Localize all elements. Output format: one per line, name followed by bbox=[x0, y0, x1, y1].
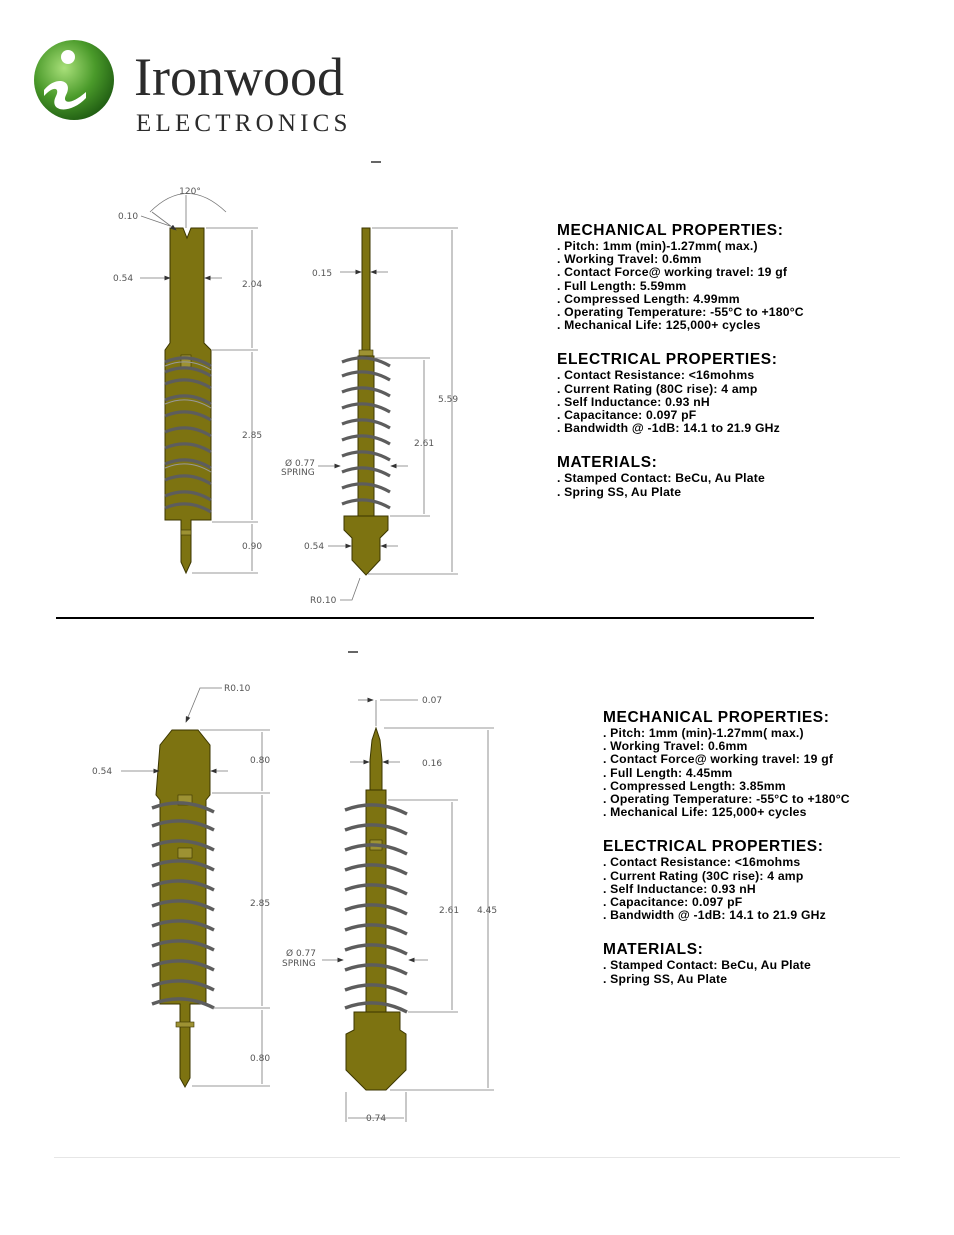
section2-mechanical bbox=[603, 709, 850, 819]
a1-angle-label: 120° bbox=[179, 187, 201, 197]
list-item: . Pitch: 1mm (min)-1.27mm( max.) bbox=[557, 239, 758, 253]
a1-tail-len-label: 0.90 bbox=[242, 542, 263, 552]
list-item: . Spring SS, Au Plate bbox=[603, 971, 728, 986]
section2-electrical bbox=[603, 838, 850, 922]
section1-electrical-title: ELECTRICAL PROPERTIES: bbox=[557, 351, 778, 369]
brand-subtitle: ELECTRONICS bbox=[136, 110, 352, 137]
list-item: . Mechanical Life: 125,000+ cycles bbox=[557, 318, 761, 333]
section2-materials bbox=[603, 941, 850, 985]
a2-spring-dia-label: Ø 0.77 bbox=[285, 459, 315, 469]
section2-properties bbox=[603, 709, 850, 1005]
section1-mechanical-title: MECHANICAL PROPERTIES: bbox=[557, 222, 784, 239]
a2-inner-len-label: 2.61 bbox=[414, 439, 435, 449]
list-item: . Contact Resistance: <16mohms bbox=[603, 855, 801, 870]
a1-upper-len-label: 2.04 bbox=[242, 280, 263, 290]
brand-name: Ironwood bbox=[134, 47, 344, 107]
list-item: . Self Inductance: 0.93 nH bbox=[603, 881, 756, 896]
list-item: . Self Inductance: 0.93 nH bbox=[557, 394, 710, 409]
a2-radius-label: R0.10 bbox=[310, 596, 337, 606]
section2-mechanical-title: MECHANICAL PROPERTIES: bbox=[603, 709, 830, 726]
list-item: . Full Length: 5.59mm bbox=[557, 278, 687, 293]
contact-a1 bbox=[165, 228, 211, 573]
b2-full-len-label: 4.45 bbox=[477, 906, 498, 916]
list-item: . Operating Temperature: -55°C to +180°C bbox=[557, 305, 804, 320]
a2-spring-label: SPRING bbox=[281, 468, 315, 478]
a1-width-label: 0.54 bbox=[113, 274, 134, 284]
list-item: . Contact Resistance: <16mohms bbox=[557, 368, 755, 383]
a2-full-len-label: 5.59 bbox=[438, 395, 459, 405]
b1-bottom-len-label: 0.80 bbox=[250, 1054, 271, 1064]
contact-b2 bbox=[345, 728, 407, 1090]
a2-base-width-label: 0.54 bbox=[304, 542, 325, 552]
section1-materials bbox=[557, 454, 804, 498]
list-item: . Working Travel: 0.6mm bbox=[603, 739, 748, 754]
contact-a2 bbox=[342, 228, 390, 575]
section1-electrical bbox=[557, 351, 804, 435]
b2-spring-label: SPRING bbox=[282, 959, 316, 969]
b2-spring-dia-label: Ø 0.77 bbox=[286, 949, 316, 959]
list-item: . Contact Force@ working travel: 19 gf bbox=[603, 752, 834, 767]
b1-width-label: 0.54 bbox=[92, 767, 113, 777]
list-item: . Bandwidth @ -1dB: 14.1 to 21.9 GHz bbox=[603, 908, 826, 923]
list-item: . Mechanical Life: 125,000+ cycles bbox=[603, 805, 807, 820]
footer-rule bbox=[54, 1157, 900, 1158]
section1-properties bbox=[557, 222, 804, 518]
list-item: . Stamped Contact: BeCu, Au Plate bbox=[603, 958, 811, 973]
list-item: . Working Travel: 0.6mm bbox=[557, 252, 702, 267]
list-item: . Pitch: 1mm (min)-1.27mm( max.) bbox=[603, 726, 804, 740]
b2-inner-len-label: 2.61 bbox=[439, 906, 460, 916]
section1-materials-title: MATERIALS: bbox=[557, 454, 658, 472]
list-item: . Compressed Length: 4.99mm bbox=[557, 291, 740, 306]
contact-b1 bbox=[152, 730, 214, 1087]
list-item: . Compressed Length: 3.85mm bbox=[603, 778, 786, 793]
list-item: . Full Length: 4.45mm bbox=[603, 765, 733, 780]
section-divider bbox=[56, 617, 814, 619]
list-item: . Current Rating (30C rise): 4 amp bbox=[603, 868, 804, 883]
section1-mechanical bbox=[557, 222, 804, 332]
list-item: . Contact Force@ working travel: 19 gf bbox=[557, 265, 788, 280]
b2-base-width-label: 0.74 bbox=[366, 1114, 387, 1124]
list-item: . Operating Temperature: -55°C to +180°C bbox=[603, 792, 850, 807]
section2-materials-title: MATERIALS: bbox=[603, 941, 704, 959]
a1-body-len-label: 2.85 bbox=[242, 431, 263, 441]
b2-tip-label: 0.07 bbox=[422, 696, 443, 706]
section2-electrical-title: ELECTRICAL PROPERTIES: bbox=[603, 838, 824, 856]
b1-top-len-label: 0.80 bbox=[250, 756, 271, 766]
list-item: . Capacitance: 0.097 pF bbox=[603, 895, 743, 910]
list-item: . Capacitance: 0.097 pF bbox=[557, 408, 697, 423]
list-item: . Stamped Contact: BeCu, Au Plate bbox=[557, 471, 765, 486]
list-item: . Spring SS, Au Plate bbox=[557, 484, 682, 499]
b1-body-len-label: 2.85 bbox=[250, 899, 271, 909]
a2-pin-width-label: 0.15 bbox=[312, 269, 333, 279]
list-item: . Current Rating (80C rise): 4 amp bbox=[557, 381, 758, 396]
b2-pin-width-label: 0.16 bbox=[422, 759, 443, 769]
a1-tip-label: 0.10 bbox=[118, 212, 139, 222]
list-item: . Bandwidth @ -1dB: 14.1 to 21.9 GHz bbox=[557, 421, 780, 436]
b1-radius-label: R0.10 bbox=[224, 684, 251, 694]
